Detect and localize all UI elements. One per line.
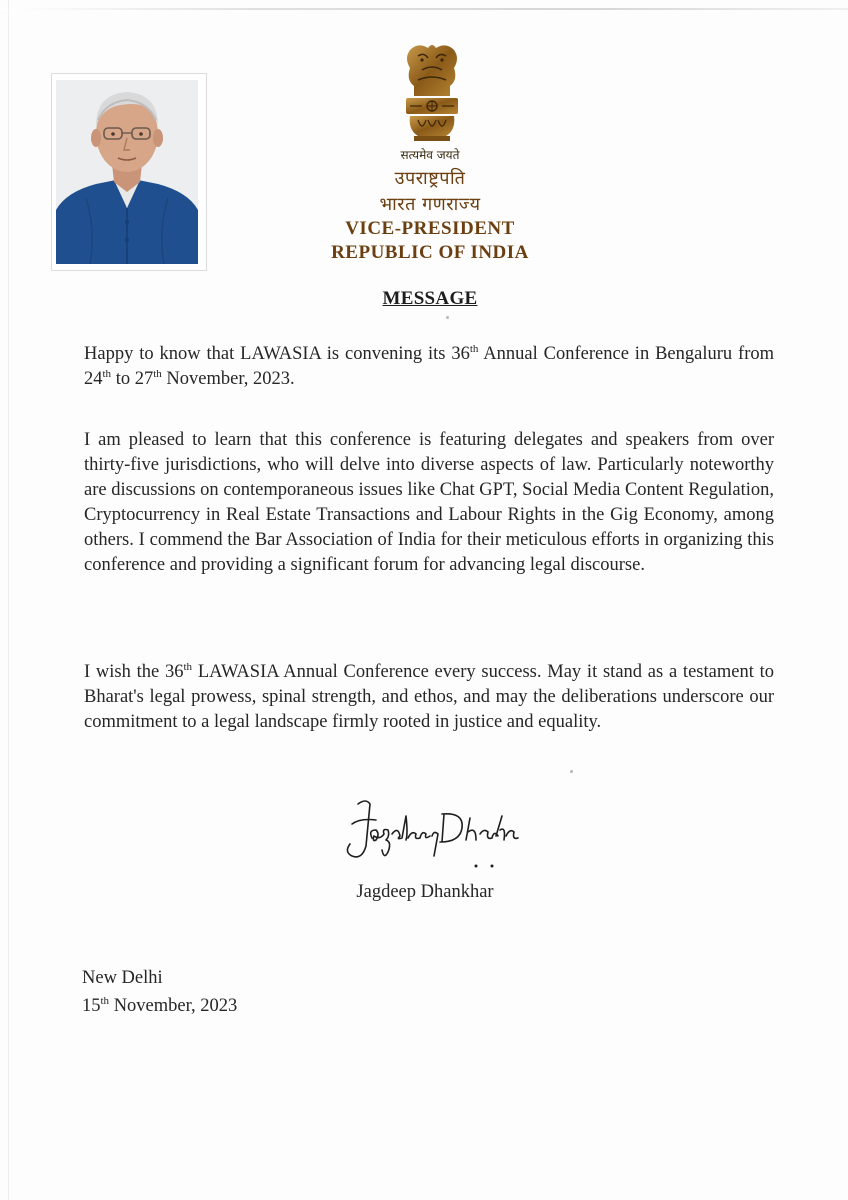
- signatory-name: Jagdeep Dhankhar: [356, 882, 494, 902]
- message-paragraph-1: Happy to know that LAWASIA is convening its 36th Annual Conference in Bengaluru from 24th to 27th November, 2023.: [84, 342, 775, 389]
- message-paragraph-2: I am pleased to learn that this conference is featuring delegates and speakers from over thirty-five jurisdictions, who will delve into diverse aspects of law. Particularly noteworthy are discussions on contemporaneous issues like Chat GPT, Social Media Content Regulation, Cryptocurrency in Real Estate Transactions and Labour Rights in the Gig Economy, among others. I commend the Bar Association of India for their meticulous efforts in organizing this conference and providing a significant forum for advancing legal discourse.: [84, 430, 774, 575]
- title-vice-president: VICE-PRESIDENT: [345, 218, 515, 239]
- date-text: 15th November, 2023: [82, 994, 238, 1016]
- place-text: New Delhi: [82, 968, 163, 988]
- scan-edge-left: [8, 0, 9, 1200]
- scan-speck: [446, 316, 449, 319]
- emblem-motto: सत्यमेव जयते: [400, 148, 460, 162]
- title-hindi-vice-president: उपराष्ट्रपति: [394, 168, 466, 189]
- portrait-photo-frame: [52, 74, 206, 270]
- message-heading: MESSAGE: [382, 288, 478, 309]
- scan-speck: [570, 770, 573, 773]
- title-hindi-republic: भारत गणराज्य: [379, 194, 481, 215]
- state-emblem-icon: [388, 40, 476, 148]
- handwritten-signature: [336, 794, 526, 874]
- message-paragraph-3: I wish the 36th LAWASIA Annual Conference every success. May it stand as a testament to Bharat's legal prowess, spinal strength, and ethos, and may the deliberations underscore our commitment to a legal landscape firmly rooted in justice and equality.: [84, 660, 774, 732]
- portrait-photo: [56, 80, 198, 264]
- scan-edge: [0, 8, 848, 10]
- title-republic-of-india: REPUBLIC OF INDIA: [331, 242, 529, 263]
- place-and-date: [82, 964, 237, 1020]
